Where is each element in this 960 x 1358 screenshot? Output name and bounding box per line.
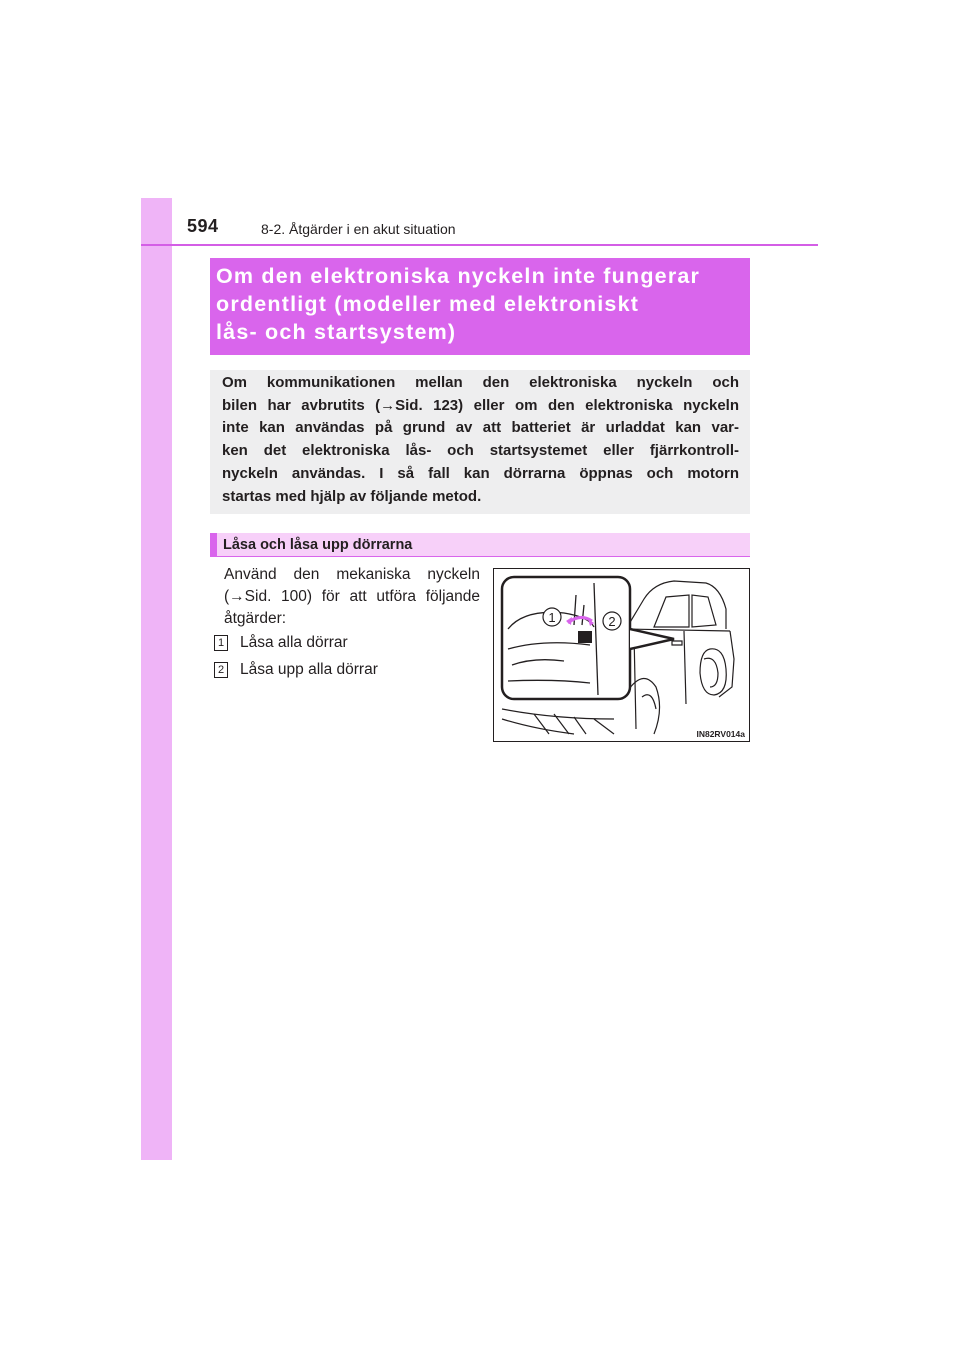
step-text: Låsa alla dörrar bbox=[240, 634, 348, 651]
intro-line: startas med hjälp av följande metod. bbox=[222, 487, 482, 505]
intro-line: nyckeln användas. I så fall kan dörrarna öppnas och motorn bbox=[222, 464, 739, 482]
body-line: Använd den mekaniska nyckeln bbox=[224, 566, 480, 583]
callout-2: 2 bbox=[608, 614, 616, 629]
section-label: 8-2. Åtgärder i en akut situation bbox=[261, 221, 456, 237]
intro-line: inte kan användas på grund av att batteriet är urladdat kan var- bbox=[222, 419, 739, 437]
body-line: (→Sid. 100) för att utföra följande bbox=[224, 588, 480, 605]
page-number: 594 bbox=[187, 216, 219, 236]
car-door-drawing bbox=[494, 569, 749, 741]
header-rule bbox=[141, 244, 818, 246]
title-line: Om den elektroniska nyckeln inte fungerar bbox=[216, 264, 701, 288]
step-item bbox=[214, 661, 378, 679]
title-line: lås- och startsystem) bbox=[216, 320, 457, 344]
sub-heading bbox=[210, 533, 750, 557]
intro-line: Om kommunikationen mellan den elektroniska nyckeln och bbox=[222, 374, 739, 391]
step-text: Låsa upp alla dörrar bbox=[240, 661, 378, 678]
sub-heading-text: Låsa och låsa upp dörrarna bbox=[223, 537, 413, 553]
intro-line: ken det elektroniska lås- och startsystemet eller fjärrkontroll- bbox=[222, 442, 739, 460]
title-line: ordentligt (modeller med elektroniskt bbox=[216, 292, 640, 316]
body-line: åtgärder: bbox=[224, 610, 287, 627]
sub-heading-bar bbox=[210, 533, 217, 556]
step-number-badge: 1 bbox=[214, 635, 228, 651]
title-box bbox=[210, 258, 750, 355]
figure-code: IN82RV014a bbox=[696, 729, 745, 739]
intro-line: bilen har avbrutits (→Sid. 123) eller om den elektroniska nyckeln bbox=[222, 396, 739, 414]
step-item bbox=[214, 634, 348, 652]
body-text bbox=[224, 564, 480, 630]
step-number-badge: 2 bbox=[214, 662, 228, 678]
door-lock-illustration bbox=[493, 568, 750, 742]
intro-box bbox=[210, 370, 750, 514]
callout-1: 1 bbox=[548, 610, 556, 625]
side-chapter-tab bbox=[141, 198, 172, 1160]
